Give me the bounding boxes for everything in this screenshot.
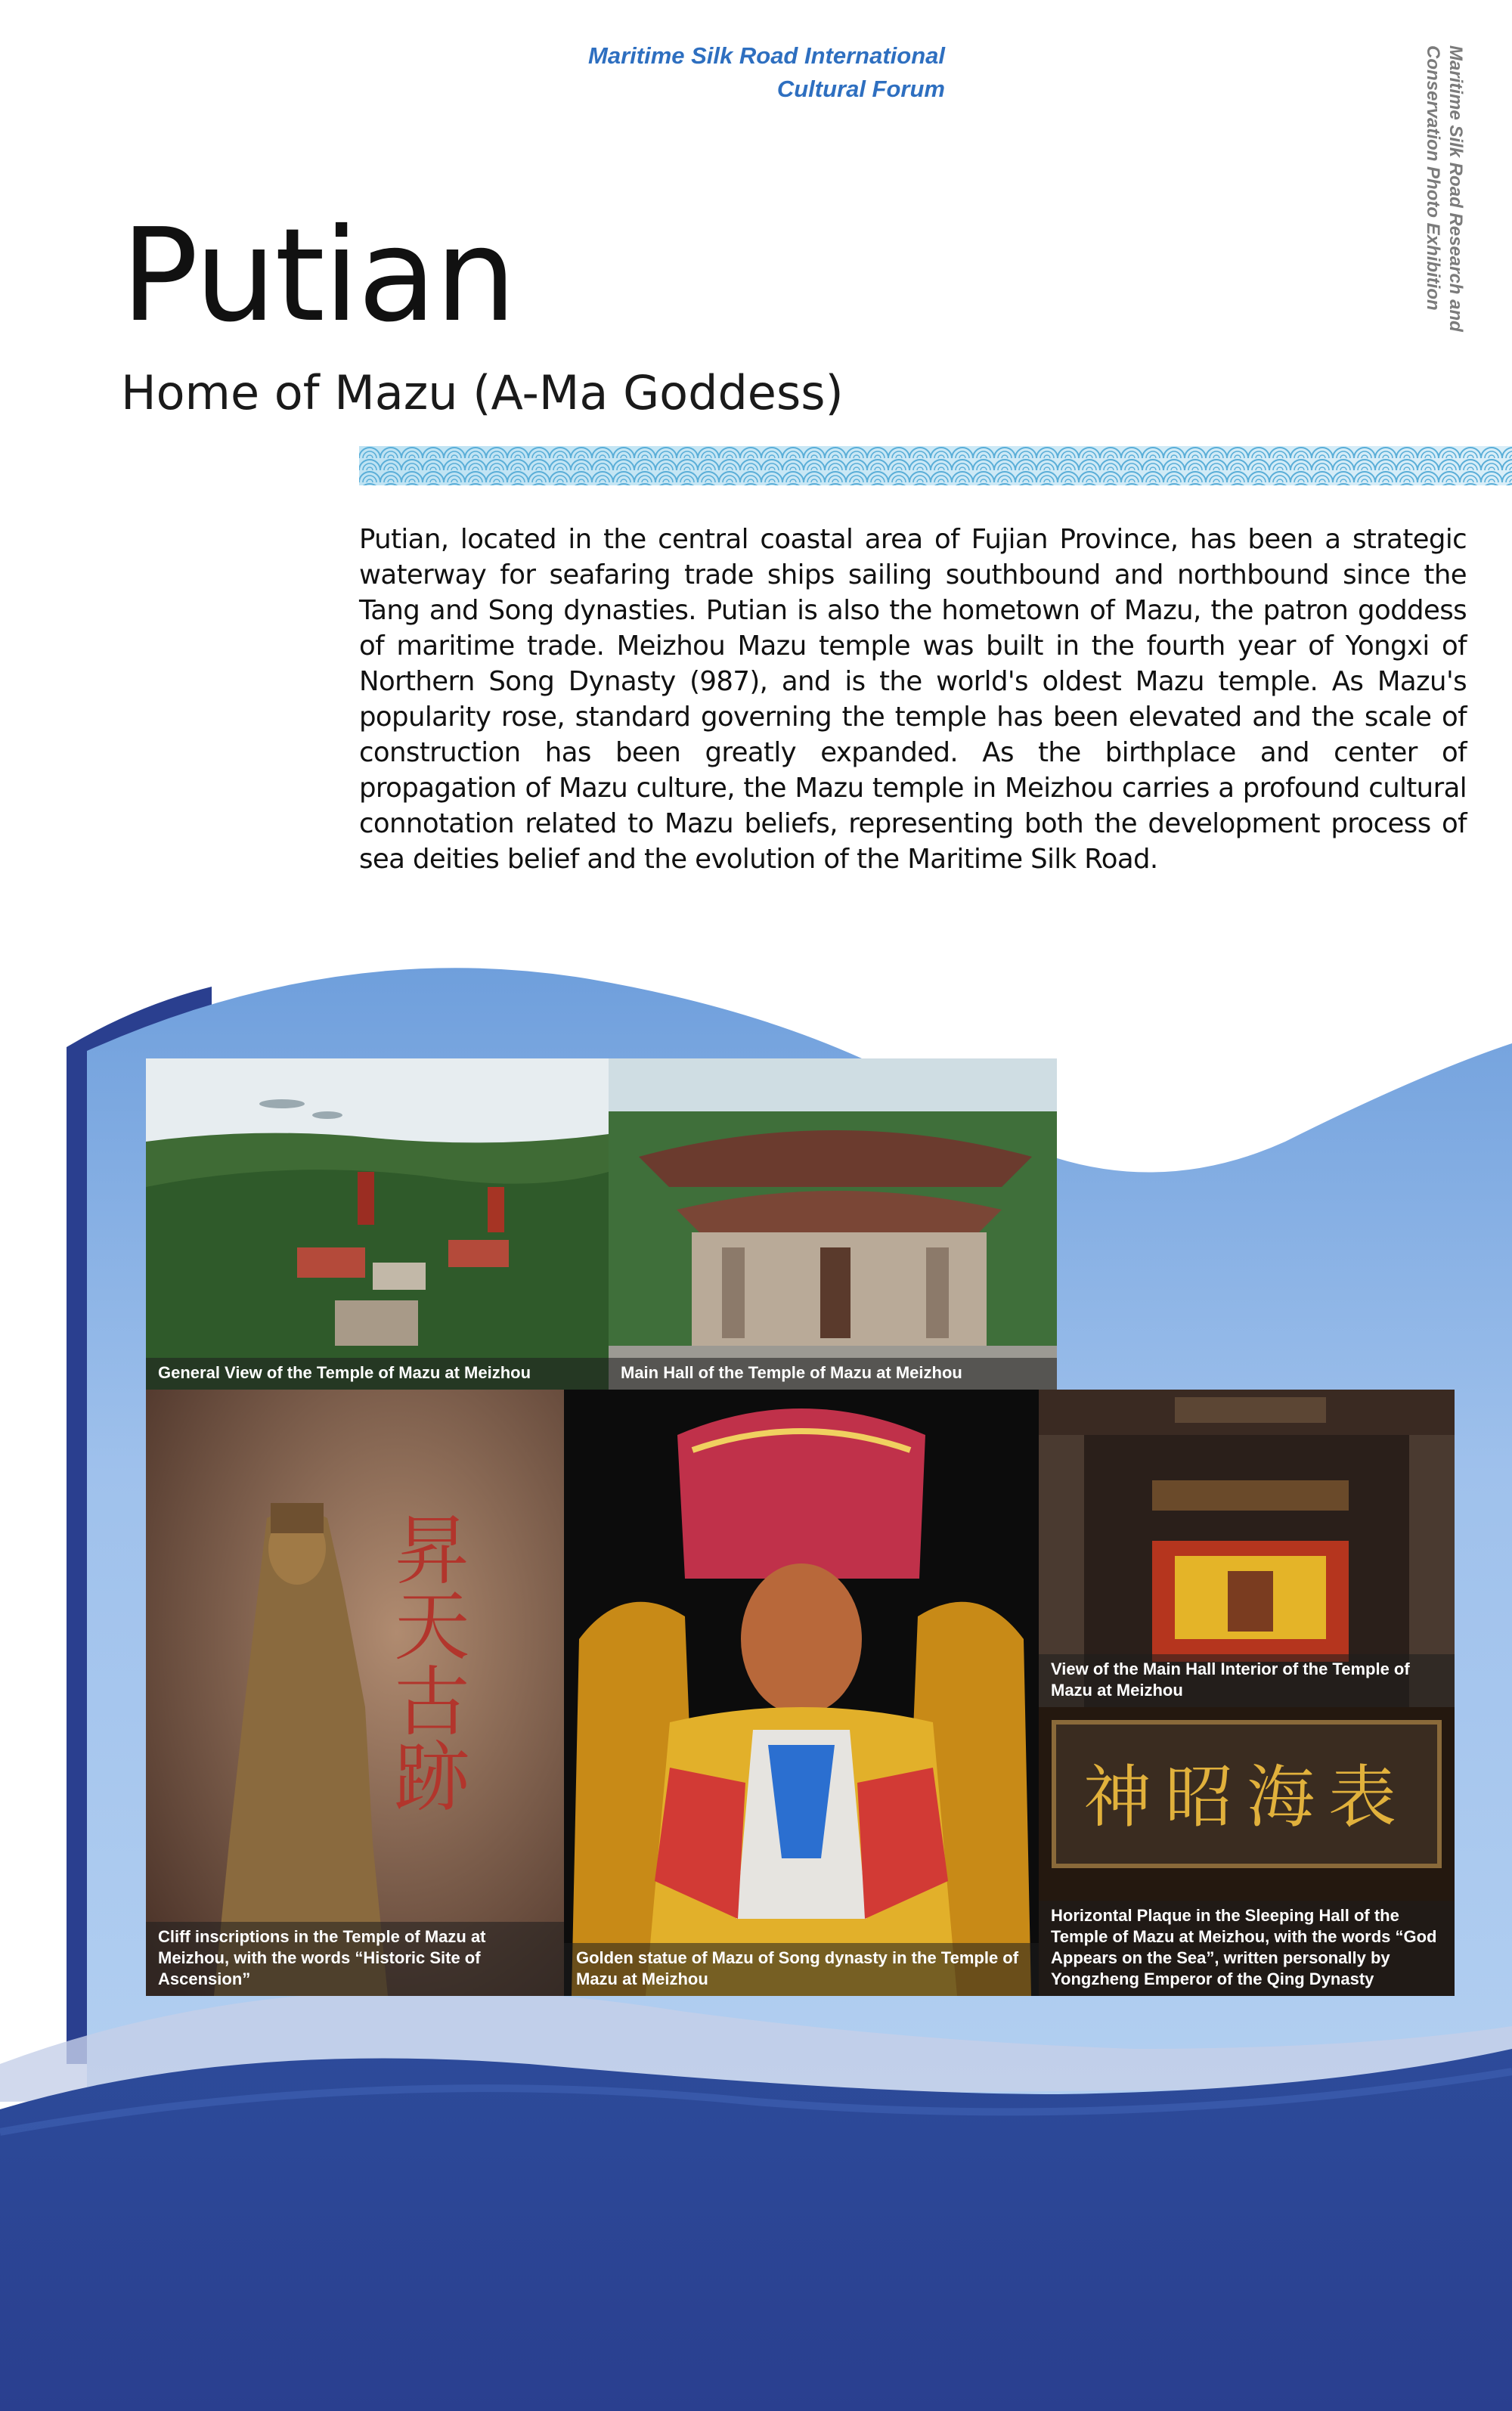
side-line-2: Conservation Photo Exhibition bbox=[1423, 45, 1443, 311]
photo-hall-interior bbox=[1039, 1390, 1455, 1707]
wave-pattern-band bbox=[359, 446, 1512, 485]
caption-hall-interior: View of the Main Hall Interior of the Temple of Mazu at Meizhou bbox=[1051, 1659, 1410, 1700]
caption-cliff-inscriptions: Cliff inscriptions in the Temple of Mazu at Meizhou, with the words “Historic Site of Ascension” bbox=[158, 1927, 486, 1988]
cliff-statue-image bbox=[146, 1390, 564, 1996]
photo-plaque bbox=[1039, 1707, 1455, 1996]
caption-main-hall: Main Hall of the Temple of Mazu at Meizhou bbox=[621, 1363, 962, 1382]
forum-line-2: Cultural Forum bbox=[776, 76, 945, 102]
photo-main-hall bbox=[609, 1058, 1057, 1390]
caption-general-view: General View of the Temple of Mazu at Meizhou bbox=[158, 1363, 531, 1382]
exhibition-side-title bbox=[1420, 45, 1473, 363]
forum-line-1: Maritime Silk Road International bbox=[588, 42, 945, 69]
golden-statue-image bbox=[564, 1390, 1039, 1996]
plaque-inscription-text: 神昭海表 bbox=[1083, 1758, 1410, 1837]
photo-general-view bbox=[146, 1058, 609, 1390]
photo-golden-statue bbox=[564, 1390, 1039, 1996]
photo-cliff-inscriptions bbox=[146, 1390, 564, 1996]
temple-landscape-image bbox=[146, 1058, 609, 1390]
side-line-1: Maritime Silk Road Research and bbox=[1445, 45, 1466, 332]
cliff-inscription-text: 昇天古跡 bbox=[381, 1511, 470, 1813]
forum-header bbox=[454, 39, 945, 106]
page-subtitle: Home of Mazu (A-Ma Goddess) bbox=[121, 365, 844, 420]
caption-plaque: Horizontal Plaque in the Sleeping Hall of the Temple of Mazu at Meizhou, with the words “God Appears on the Sea”, written personally by Yongzheng Emperor of the Qing Dynasty bbox=[1051, 1906, 1437, 1988]
intro-paragraph: Putian, located in the central coastal area of Fujian Province, has been a strategic waterway for seafaring trade ships sailing southbound and northbound since the Tang and Song dynasties. Putian is also the hometown of Mazu, the patron goddess of maritime trade. Meizhou Mazu temple was built in the fourth year of Yongxi of Northern Song Dynasty (987), and is the world's oldest Mazu temple. As Mazu's popularity rose, standard governing the temple has been elevated and the scale of construction has been greatly expanded. As the birthplace and center of propagation of Mazu culture, the Mazu temple in Meizhou carries a profound cultural connotation related to Mazu beliefs, representing both the development process of sea deities belief and the evolution of the Maritime Silk Road. bbox=[359, 524, 1467, 875]
main-hall-image bbox=[609, 1058, 1057, 1390]
page-title: Putian bbox=[121, 201, 516, 351]
caption-golden-statue: Golden statue of Mazu of Song dynasty in the Temple of Mazu at Meizhou bbox=[576, 1948, 1019, 1988]
